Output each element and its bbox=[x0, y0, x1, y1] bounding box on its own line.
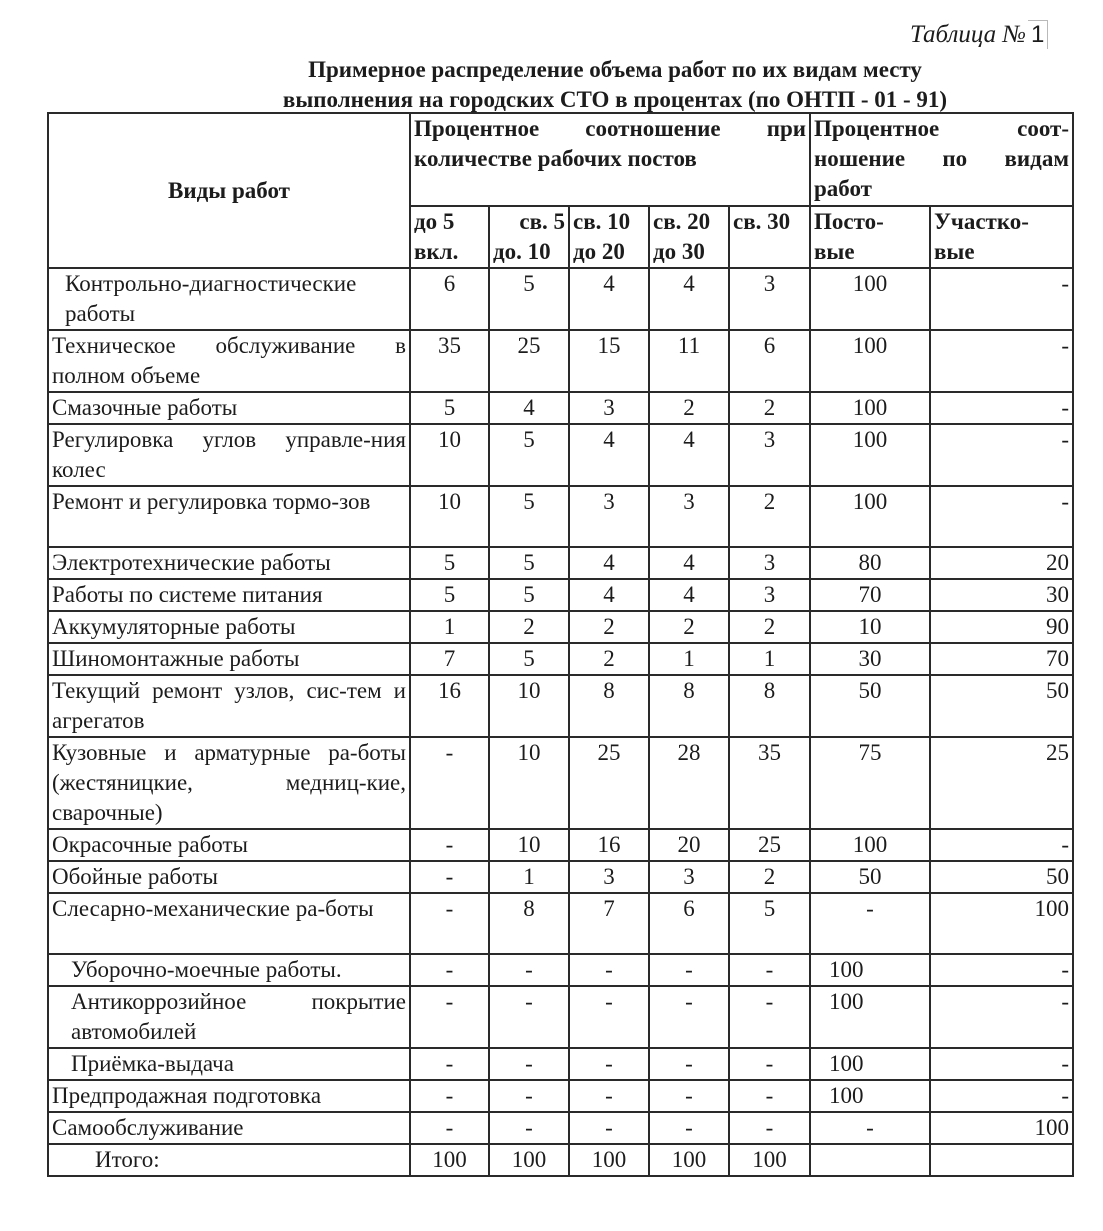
subheader-line-1: св. 20 bbox=[653, 209, 711, 234]
posts-percent-cell: - bbox=[489, 1112, 569, 1144]
post-work-percent-cell: 100 bbox=[810, 486, 930, 547]
total-value-cell: 100 bbox=[569, 1144, 649, 1176]
subheader-line-1: св. 5 bbox=[519, 209, 565, 234]
posts-percent-cell: 4 bbox=[569, 268, 649, 330]
work-type-name: Антикоррозийное покрытие автомобилей bbox=[48, 986, 410, 1048]
posts-percent-cell: 5 bbox=[489, 643, 569, 675]
work-type-name: Ремонт и регулировка тормо-зов bbox=[48, 486, 410, 547]
total-value-cell: 100 bbox=[729, 1144, 810, 1176]
shop-work-percent-cell: - bbox=[930, 330, 1073, 392]
posts-percent-cell: 3 bbox=[569, 861, 649, 893]
posts-percent-cell: - bbox=[649, 1080, 729, 1112]
work-type-name: Контрольно-диагностические работы bbox=[48, 268, 410, 330]
posts-percent-cell: - bbox=[410, 1080, 489, 1112]
posts-percent-cell: 2 bbox=[729, 611, 810, 643]
subheader-cell bbox=[489, 206, 569, 268]
posts-percent-cell: 2 bbox=[649, 392, 729, 424]
shop-work-percent-cell: 20 bbox=[930, 547, 1073, 579]
posts-percent-cell: 35 bbox=[729, 737, 810, 829]
work-type-name: Шиномонтажные работы bbox=[48, 643, 410, 675]
posts-percent-cell: 6 bbox=[410, 268, 489, 330]
subheader-line-2: до 20 bbox=[573, 239, 625, 264]
posts-percent-cell: 3 bbox=[729, 268, 810, 330]
total-label: Итого: bbox=[48, 1144, 410, 1176]
total-value-cell: 100 bbox=[410, 1144, 489, 1176]
table-row bbox=[48, 330, 1073, 392]
posts-percent-cell: - bbox=[489, 1080, 569, 1112]
posts-percent-cell: 3 bbox=[729, 424, 810, 486]
table-row bbox=[48, 611, 1073, 643]
work-type-name: Предпродажная подготовка bbox=[48, 1080, 410, 1112]
posts-percent-cell: 10 bbox=[410, 424, 489, 486]
posts-percent-cell: 11 bbox=[649, 330, 729, 392]
work-type-name: Кузовные и арматурные ра-боты (жестяницкие, медниц-кие, сварочные) bbox=[48, 737, 410, 829]
table-title-line-1: Примерное распределение объема работ по их видам месту bbox=[308, 57, 922, 82]
posts-percent-cell: 5 bbox=[410, 547, 489, 579]
shop-work-percent-cell: - bbox=[930, 986, 1073, 1048]
posts-percent-cell: - bbox=[410, 954, 489, 986]
shop-work-percent-cell: 25 bbox=[930, 737, 1073, 829]
work-type-name: Регулировка углов управле-ния колес bbox=[48, 424, 410, 486]
work-type-name: Слесарно-механические ра-боты bbox=[48, 893, 410, 954]
work-distribution-table bbox=[47, 112, 1074, 1177]
subheader-line-1: св. 30 bbox=[733, 209, 791, 234]
posts-percent-cell: 28 bbox=[649, 737, 729, 829]
post-work-percent-cell: 70 bbox=[810, 579, 930, 611]
table-number-caption bbox=[910, 20, 1048, 49]
header-group-posts bbox=[410, 113, 810, 206]
posts-percent-cell: 4 bbox=[569, 579, 649, 611]
post-work-percent-cell: - bbox=[810, 1112, 930, 1144]
posts-percent-cell: 35 bbox=[410, 330, 489, 392]
posts-percent-cell: - bbox=[489, 954, 569, 986]
table-row bbox=[48, 547, 1073, 579]
subheader-line-1: Посто- bbox=[814, 209, 884, 234]
shop-work-percent-cell: - bbox=[930, 424, 1073, 486]
post-work-percent-cell: 75 bbox=[810, 737, 930, 829]
posts-percent-cell: 3 bbox=[569, 486, 649, 547]
shop-work-percent-cell: 70 bbox=[930, 643, 1073, 675]
posts-percent-cell: 8 bbox=[489, 893, 569, 954]
post-work-percent-cell: 100 bbox=[810, 954, 930, 986]
posts-percent-cell: - bbox=[569, 954, 649, 986]
shop-work-percent-cell: - bbox=[930, 829, 1073, 861]
posts-percent-cell: 3 bbox=[649, 861, 729, 893]
table-row bbox=[48, 861, 1073, 893]
subheader-cell bbox=[729, 206, 810, 268]
table-row bbox=[48, 1048, 1073, 1080]
table-row bbox=[48, 893, 1073, 954]
subheader-line-2: до 30 bbox=[653, 239, 705, 264]
posts-percent-cell: - bbox=[569, 1080, 649, 1112]
work-type-name: Работы по системе питания bbox=[48, 579, 410, 611]
posts-percent-cell: 7 bbox=[410, 643, 489, 675]
posts-percent-cell: 5 bbox=[489, 486, 569, 547]
posts-percent-cell: 4 bbox=[569, 424, 649, 486]
posts-percent-cell: - bbox=[729, 986, 810, 1048]
posts-percent-cell: 1 bbox=[410, 611, 489, 643]
total-value-cell: 100 bbox=[489, 1144, 569, 1176]
posts-percent-cell: - bbox=[649, 954, 729, 986]
post-work-percent-cell: 30 bbox=[810, 643, 930, 675]
posts-percent-cell: 2 bbox=[649, 611, 729, 643]
posts-percent-cell: 10 bbox=[489, 675, 569, 737]
post-work-percent-cell: 100 bbox=[810, 1048, 930, 1080]
table-row bbox=[48, 737, 1073, 829]
subheader-line-1: до 5 bbox=[414, 209, 455, 234]
table-row bbox=[48, 486, 1073, 547]
posts-percent-cell: 1 bbox=[729, 643, 810, 675]
posts-percent-cell: 25 bbox=[569, 737, 649, 829]
table-row bbox=[48, 675, 1073, 737]
posts-percent-cell: 3 bbox=[569, 392, 649, 424]
posts-percent-cell: 2 bbox=[729, 861, 810, 893]
post-work-percent-cell: 80 bbox=[810, 547, 930, 579]
posts-percent-cell: 2 bbox=[729, 486, 810, 547]
table-header-row bbox=[48, 113, 1073, 206]
work-type-name: Самообслуживание bbox=[48, 1112, 410, 1144]
table-row bbox=[48, 392, 1073, 424]
total-value-cell bbox=[930, 1144, 1073, 1176]
subheader-line-2: вые bbox=[814, 239, 855, 264]
header-group-kind-line-2: ношение по видам bbox=[814, 146, 1069, 171]
posts-percent-cell: 3 bbox=[729, 579, 810, 611]
posts-percent-cell: 10 bbox=[489, 737, 569, 829]
posts-percent-cell: 3 bbox=[649, 486, 729, 547]
header-group-posts-line-2: количестве рабочих постов bbox=[414, 146, 697, 171]
posts-percent-cell: 25 bbox=[489, 330, 569, 392]
posts-percent-cell: 6 bbox=[729, 330, 810, 392]
table-row bbox=[48, 579, 1073, 611]
post-work-percent-cell: 50 bbox=[810, 675, 930, 737]
subheader-line-1: св. 10 bbox=[573, 209, 631, 234]
subheader-line-2: вые bbox=[934, 239, 975, 264]
posts-percent-cell: 8 bbox=[729, 675, 810, 737]
posts-percent-cell: - bbox=[729, 954, 810, 986]
table-title bbox=[150, 55, 1080, 115]
posts-percent-cell: - bbox=[649, 986, 729, 1048]
posts-percent-cell: - bbox=[489, 1048, 569, 1080]
posts-percent-cell: - bbox=[489, 986, 569, 1048]
posts-percent-cell: 15 bbox=[569, 330, 649, 392]
posts-percent-cell: 6 bbox=[649, 893, 729, 954]
posts-percent-cell: 5 bbox=[489, 268, 569, 330]
posts-percent-cell: 16 bbox=[569, 829, 649, 861]
posts-percent-cell: 16 bbox=[410, 675, 489, 737]
header-group-posts-line-1: Процентное соотношение при bbox=[414, 116, 806, 141]
table-row bbox=[48, 424, 1073, 486]
work-type-name: Аккумуляторные работы bbox=[48, 611, 410, 643]
table-row bbox=[48, 643, 1073, 675]
posts-percent-cell: 2 bbox=[729, 392, 810, 424]
shop-work-percent-cell: 100 bbox=[930, 893, 1073, 954]
posts-percent-cell: 8 bbox=[649, 675, 729, 737]
total-row bbox=[48, 1144, 1073, 1176]
posts-percent-cell: - bbox=[729, 1080, 810, 1112]
header-work-types-label: Виды работ bbox=[168, 177, 290, 203]
work-type-name: Электротехнические работы bbox=[48, 547, 410, 579]
posts-percent-cell: 20 bbox=[649, 829, 729, 861]
posts-percent-cell: 4 bbox=[649, 268, 729, 330]
posts-percent-cell: - bbox=[410, 861, 489, 893]
total-value-cell bbox=[810, 1144, 930, 1176]
work-type-name: Уборочно-моечные работы. bbox=[48, 954, 410, 986]
table-title-line-2: выполнения на городских СТО в процентах (по ОНТП - 01 - 91) bbox=[282, 87, 948, 112]
subheader-cell bbox=[810, 206, 930, 268]
table-caption-label: Таблица № bbox=[910, 21, 1026, 48]
table-row bbox=[48, 954, 1073, 986]
total-value-cell: 100 bbox=[649, 1144, 729, 1176]
subheader-line-1: Участко- bbox=[934, 209, 1029, 234]
posts-percent-cell: 10 bbox=[489, 829, 569, 861]
posts-percent-cell: - bbox=[729, 1112, 810, 1144]
posts-percent-cell: - bbox=[410, 986, 489, 1048]
posts-percent-cell: - bbox=[410, 1048, 489, 1080]
work-type-name: Текущий ремонт узлов, сис-тем и агрегатов bbox=[48, 675, 410, 737]
posts-percent-cell: 1 bbox=[649, 643, 729, 675]
post-work-percent-cell: 100 bbox=[810, 268, 930, 330]
posts-percent-cell: 5 bbox=[729, 893, 810, 954]
subheader-line-2: до. 10 bbox=[493, 239, 551, 264]
table-row bbox=[48, 829, 1073, 861]
shop-work-percent-cell: 90 bbox=[930, 611, 1073, 643]
posts-percent-cell: - bbox=[569, 1112, 649, 1144]
shop-work-percent-cell: - bbox=[930, 954, 1073, 986]
table-row bbox=[48, 268, 1073, 330]
posts-percent-cell: 5 bbox=[489, 424, 569, 486]
posts-percent-cell: 5 bbox=[489, 579, 569, 611]
posts-percent-cell: - bbox=[569, 986, 649, 1048]
posts-percent-cell: 4 bbox=[649, 579, 729, 611]
post-work-percent-cell: 100 bbox=[810, 986, 930, 1048]
shop-work-percent-cell: 100 bbox=[930, 1112, 1073, 1144]
posts-percent-cell: - bbox=[649, 1112, 729, 1144]
posts-percent-cell: - bbox=[410, 829, 489, 861]
posts-percent-cell: 4 bbox=[649, 547, 729, 579]
work-type-name: Приёмка-выдача bbox=[48, 1048, 410, 1080]
posts-percent-cell: 3 bbox=[729, 547, 810, 579]
posts-percent-cell: 2 bbox=[569, 611, 649, 643]
subheader-cell bbox=[410, 206, 489, 268]
shop-work-percent-cell: - bbox=[930, 268, 1073, 330]
table-row bbox=[48, 1080, 1073, 1112]
work-type-name: Окрасочные работы bbox=[48, 829, 410, 861]
posts-percent-cell: 10 bbox=[410, 486, 489, 547]
posts-percent-cell: 4 bbox=[489, 392, 569, 424]
post-work-percent-cell: - bbox=[810, 893, 930, 954]
header-group-kind bbox=[810, 113, 1073, 206]
shop-work-percent-cell: - bbox=[930, 486, 1073, 547]
post-work-percent-cell: 100 bbox=[810, 424, 930, 486]
subheader-line-2: вкл. bbox=[414, 239, 459, 264]
posts-percent-cell: - bbox=[569, 1048, 649, 1080]
shop-work-percent-cell: 30 bbox=[930, 579, 1073, 611]
shop-work-percent-cell: 50 bbox=[930, 861, 1073, 893]
posts-percent-cell: - bbox=[729, 1048, 810, 1080]
posts-percent-cell: 5 bbox=[489, 547, 569, 579]
subheader-cell bbox=[569, 206, 649, 268]
posts-percent-cell: - bbox=[410, 737, 489, 829]
posts-percent-cell: - bbox=[410, 893, 489, 954]
shop-work-percent-cell: - bbox=[930, 1048, 1073, 1080]
shop-work-percent-cell: - bbox=[930, 1080, 1073, 1112]
post-work-percent-cell: 10 bbox=[810, 611, 930, 643]
posts-percent-cell: - bbox=[649, 1048, 729, 1080]
post-work-percent-cell: 50 bbox=[810, 861, 930, 893]
table-row bbox=[48, 986, 1073, 1048]
subheader-cell bbox=[649, 206, 729, 268]
posts-percent-cell: 1 bbox=[489, 861, 569, 893]
posts-percent-cell: 4 bbox=[649, 424, 729, 486]
shop-work-percent-cell: - bbox=[930, 392, 1073, 424]
posts-percent-cell: 5 bbox=[410, 392, 489, 424]
table-caption-number: 1 bbox=[1028, 20, 1048, 49]
posts-percent-cell: - bbox=[410, 1112, 489, 1144]
post-work-percent-cell: 100 bbox=[810, 330, 930, 392]
subheader-cell bbox=[930, 206, 1073, 268]
work-type-name: Техническое обслуживание в полном объеме bbox=[48, 330, 410, 392]
work-type-name: Обойные работы bbox=[48, 861, 410, 893]
post-work-percent-cell: 100 bbox=[810, 829, 930, 861]
table-row bbox=[48, 1112, 1073, 1144]
header-work-types bbox=[48, 113, 410, 268]
shop-work-percent-cell: 50 bbox=[930, 675, 1073, 737]
posts-percent-cell: 25 bbox=[729, 829, 810, 861]
post-work-percent-cell: 100 bbox=[810, 1080, 930, 1112]
posts-percent-cell: 4 bbox=[569, 547, 649, 579]
header-group-kind-line-1: Процентное соот- bbox=[814, 116, 1069, 141]
work-type-name: Смазочные работы bbox=[48, 392, 410, 424]
posts-percent-cell: 2 bbox=[569, 643, 649, 675]
header-group-kind-line-3: работ bbox=[814, 176, 872, 201]
posts-percent-cell: 5 bbox=[410, 579, 489, 611]
posts-percent-cell: 7 bbox=[569, 893, 649, 954]
posts-percent-cell: 2 bbox=[489, 611, 569, 643]
posts-percent-cell: 8 bbox=[569, 675, 649, 737]
post-work-percent-cell: 100 bbox=[810, 392, 930, 424]
